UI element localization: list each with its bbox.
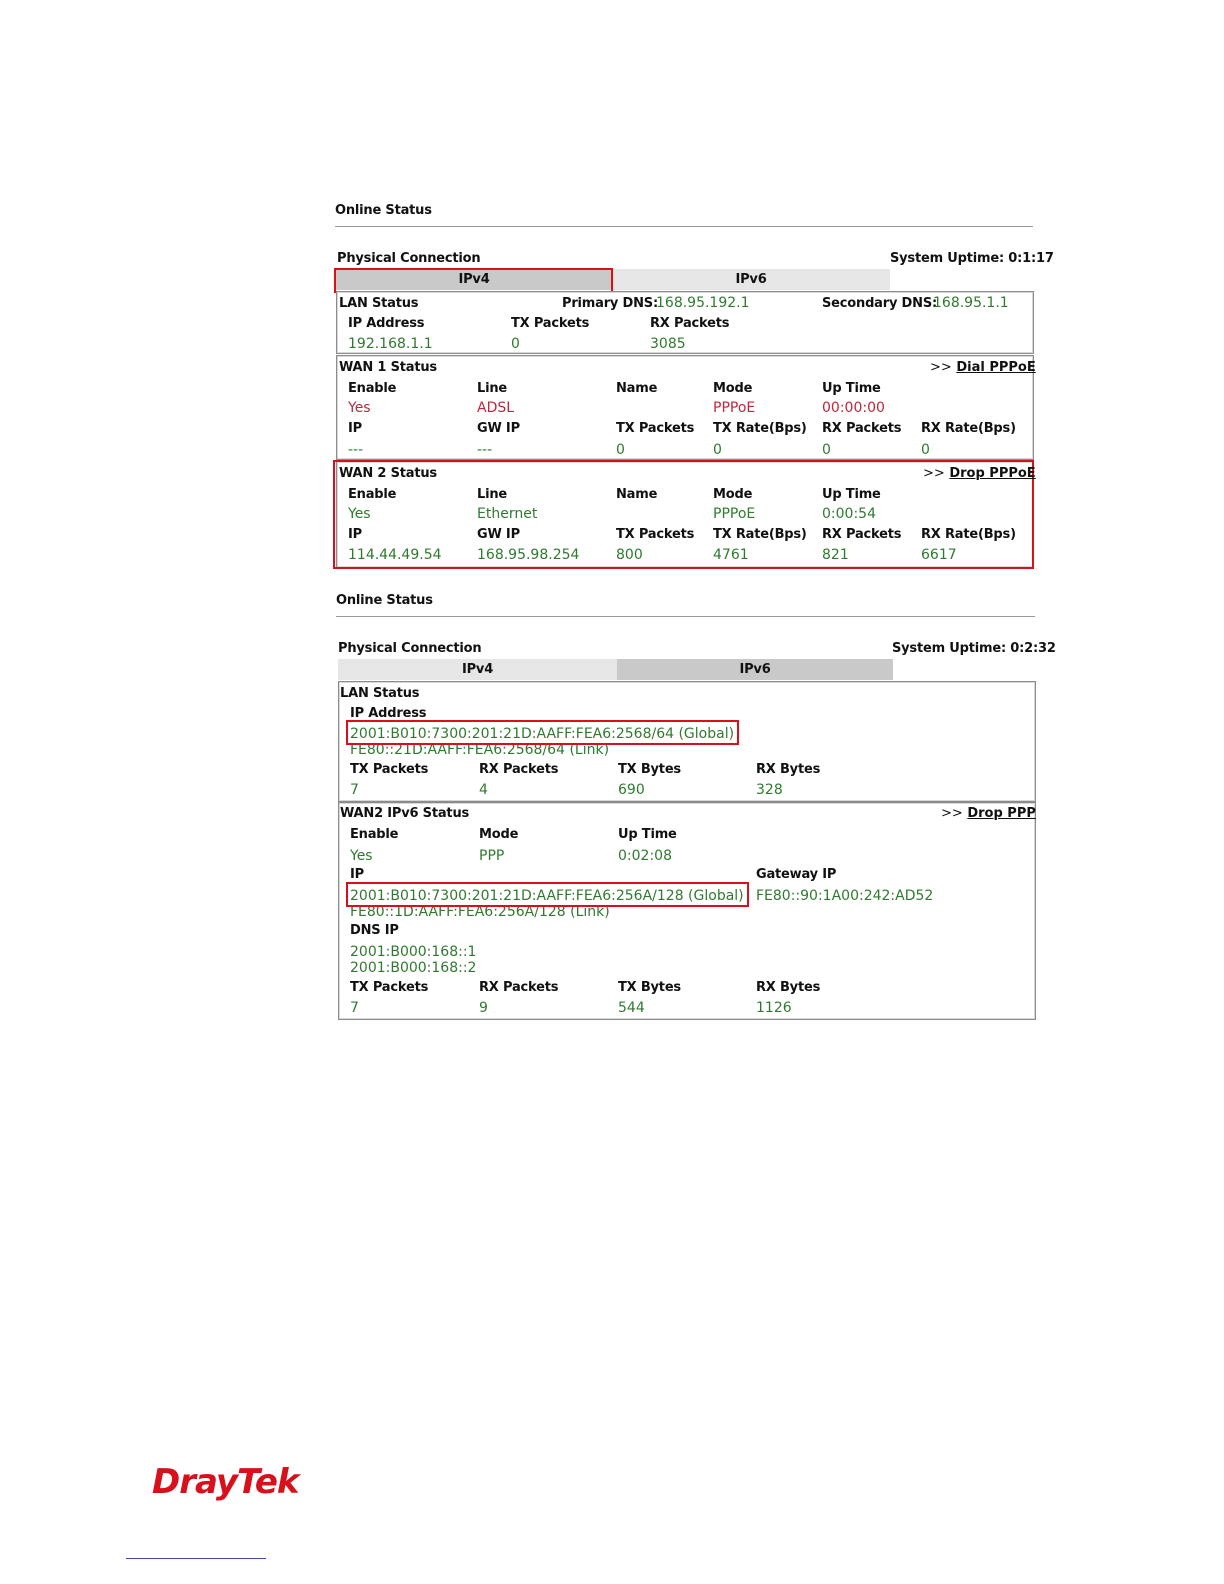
secondary-dns-label: Secondary DNS: xyxy=(822,296,937,311)
wan2-mode-value: PPPoE xyxy=(713,506,756,522)
wan1-gwip-value: --- xyxy=(477,442,493,458)
lan-ipv6-ip-label: IP Address xyxy=(350,706,427,721)
lan-ipv6-header-rx: RX Packets xyxy=(479,762,559,777)
wan2-enable-value: Yes xyxy=(348,506,371,522)
wan2-ipv6-enable-value: Yes xyxy=(350,848,373,864)
wan2-ipv6-mode-value: PPP xyxy=(479,848,505,864)
wan2-ipv6-header-tx: TX Packets xyxy=(350,980,429,995)
wan1-txrate-value: 0 xyxy=(713,442,722,458)
wan2-ipv6-rx-value: 9 xyxy=(479,1000,488,1016)
lan-ipv6-txbytes-value: 690 xyxy=(618,782,645,798)
primary-dns-value: 168.95.192.1 xyxy=(656,295,750,311)
wan2-ipv6-header-rx: RX Packets xyxy=(479,980,559,995)
drop-ppp-link[interactable]: >> Drop PPP xyxy=(941,806,1036,821)
wan2-header-gwip: GW IP xyxy=(477,527,520,542)
wan2-ipv6-global-address: 2001:B010:7300:201:21D:AAFF:FEA6:256A/128 (Global) xyxy=(350,888,744,904)
wan1-header-ip: IP xyxy=(348,421,362,436)
wan1-header-rxrate: RX Rate(Bps) xyxy=(921,421,1016,436)
wan2-ipv6-header-rxbytes: RX Bytes xyxy=(756,980,821,995)
wan2-ipv6-txbytes-value: 544 xyxy=(618,1000,645,1016)
online-status-title: Online Status xyxy=(335,203,432,218)
lan-ipv6-header-txbytes: TX Bytes xyxy=(618,762,681,777)
physical-connection-label-2: Physical Connection xyxy=(338,641,482,656)
wan2-ip-value: 114.44.49.54 xyxy=(348,547,442,563)
wan2-header-name: Name xyxy=(616,487,658,502)
lan-ipv6-rx-value: 4 xyxy=(479,782,488,798)
wan2-ipv6-gateway-label: Gateway IP xyxy=(756,867,837,882)
wan2-uptime-value: 0:00:54 xyxy=(822,506,876,522)
wan1-status-title: WAN 1 Status xyxy=(339,360,437,375)
title-divider xyxy=(335,226,1033,227)
drop-pppoe-link[interactable]: >> Drop PPPoE xyxy=(923,466,1036,481)
wan1-enable-value: Yes xyxy=(348,400,371,416)
wan2-txpackets-value: 800 xyxy=(616,547,643,563)
wan2-header-txpackets: TX Packets xyxy=(616,527,695,542)
tab-ipv6[interactable]: IPv6 xyxy=(612,269,890,290)
lan-header-rx: RX Packets xyxy=(650,316,730,331)
tab-ipv4-2[interactable]: IPv4 xyxy=(338,659,617,680)
draytek-logo: DrayTek xyxy=(152,1462,299,1502)
wan1-header-mode: Mode xyxy=(713,381,753,396)
wan1-txpackets-value: 0 xyxy=(616,442,625,458)
wan2-header-ip: IP xyxy=(348,527,362,542)
wan2-ipv6-header-enable: Enable xyxy=(350,827,399,842)
wan2-ipv6-dns-label: DNS IP xyxy=(350,923,399,938)
lan-ipv6-global-highlight xyxy=(346,720,739,745)
system-uptime: System Uptime: 0:1:17 xyxy=(890,251,1054,266)
wan2-gwip-value: 168.95.98.254 xyxy=(477,547,580,563)
lan-ipv6-global-address: 2001:B010:7300:201:21D:AAFF:FEA6:2568/64 (Global) xyxy=(350,726,735,742)
lan-header-tx: TX Packets xyxy=(511,316,590,331)
wan2-txrate-value: 4761 xyxy=(713,547,749,563)
wan2-ipv6-rxbytes-value: 1126 xyxy=(756,1000,792,1016)
wan1-header-gwip: GW IP xyxy=(477,421,520,436)
wan1-header-enable: Enable xyxy=(348,381,397,396)
lan-ip-value: 192.168.1.1 xyxy=(348,336,433,352)
wan1-header-name: Name xyxy=(616,381,658,396)
lan-tx-value: 0 xyxy=(511,336,520,352)
wan2-ipv6-header-txbytes: TX Bytes xyxy=(618,980,681,995)
secondary-dns-value: 168.95.1.1 xyxy=(933,295,1009,311)
wan2-ipv6-gateway-value: FE80::90:1A00:242:AD52 xyxy=(756,888,934,904)
wan1-ip-value: --- xyxy=(348,442,364,458)
wan2-header-uptime: Up Time xyxy=(822,487,881,502)
wan2-line-value: Ethernet xyxy=(477,506,538,522)
wan2-ipv6-status-title: WAN2 IPv6 Status xyxy=(340,806,470,821)
wan2-ipv6-dns-1: 2001:B000:168::1 xyxy=(350,944,477,960)
wan2-ipv6-ip-label: IP xyxy=(350,867,364,882)
lan-ipv6-header-tx: TX Packets xyxy=(350,762,429,777)
wan1-header-uptime: Up Time xyxy=(822,381,881,396)
wan2-header-txrate: TX Rate(Bps) xyxy=(713,527,807,542)
lan-ipv6-link-address: FE80::21D:AAFF:FEA6:2568/64 (Link) xyxy=(350,742,610,758)
wan2-rxpackets-value: 821 xyxy=(822,547,849,563)
lan-ipv6-rxbytes-value: 328 xyxy=(756,782,783,798)
tab-ipv6-2[interactable]: IPv6 xyxy=(617,659,893,680)
ipv4-tab-highlight xyxy=(334,268,613,293)
tab-ipv4[interactable]: IPv4 xyxy=(336,269,612,290)
wan1-rxpackets-value: 0 xyxy=(822,442,831,458)
wan1-header-txrate: TX Rate(Bps) xyxy=(713,421,807,436)
footer-rule xyxy=(126,1558,266,1559)
wan1-uptime-value: 00:00:00 xyxy=(822,400,885,416)
wan2-ipv6-link-address: FE80::1D:AAFF:FEA6:256A/128 (Link) xyxy=(350,904,610,920)
wan1-header-rxpackets: RX Packets xyxy=(822,421,902,436)
wan1-rxrate-value: 0 xyxy=(921,442,930,458)
wan2-rxrate-value: 6617 xyxy=(921,547,957,563)
dial-pppoe-link[interactable]: >> Dial PPPoE xyxy=(930,360,1036,375)
wan2-ipv6-uptime-value: 0:02:08 xyxy=(618,848,672,864)
wan2-header-mode: Mode xyxy=(713,487,753,502)
lan-ipv6-status-title: LAN Status xyxy=(340,686,420,701)
primary-dns-label: Primary DNS: xyxy=(562,296,658,311)
wan1-header-txpackets: TX Packets xyxy=(616,421,695,436)
lan-ipv6-tx-value: 7 xyxy=(350,782,359,798)
lan-ipv6-header-rxbytes: RX Bytes xyxy=(756,762,821,777)
system-uptime-2: System Uptime: 0:2:32 xyxy=(892,641,1056,656)
wan2-ipv6-header-uptime: Up Time xyxy=(618,827,677,842)
wan2-ipv6-global-highlight xyxy=(346,882,749,907)
wan1-line-value: ADSL xyxy=(477,400,515,416)
wan2-header-line: Line xyxy=(477,487,508,502)
wan2-status-title: WAN 2 Status xyxy=(339,466,437,481)
wan2-ipv6-tx-value: 7 xyxy=(350,1000,359,1016)
wan2-header-rxrate: RX Rate(Bps) xyxy=(921,527,1016,542)
physical-connection-label: Physical Connection xyxy=(337,251,481,266)
wan2-ipv6-dns-2: 2001:B000:168::2 xyxy=(350,960,477,976)
wan1-mode-value: PPPoE xyxy=(713,400,756,416)
wan2-header-enable: Enable xyxy=(348,487,397,502)
wan2-header-rxpackets: RX Packets xyxy=(822,527,902,542)
title-divider-2 xyxy=(336,616,1035,617)
wan1-header-line: Line xyxy=(477,381,508,396)
lan-rx-value: 3085 xyxy=(650,336,686,352)
lan-header-ip: IP Address xyxy=(348,316,425,331)
online-status-title-2: Online Status xyxy=(336,593,433,608)
wan2-ipv6-header-mode: Mode xyxy=(479,827,519,842)
lan-status-title: LAN Status xyxy=(339,296,419,311)
